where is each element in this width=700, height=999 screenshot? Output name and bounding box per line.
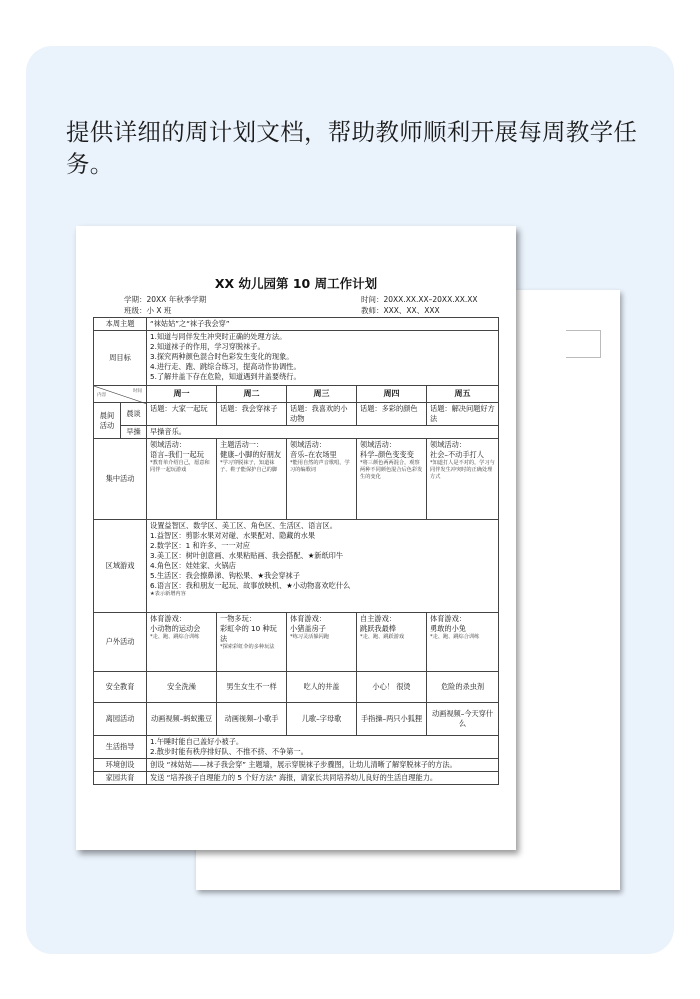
safety-cell: 危险的杀虫剂: [427, 672, 499, 703]
morning-talk-row: [94, 403, 499, 426]
talk-cell: 话题：大家一起玩: [147, 403, 217, 426]
life-item: 2.散步时能有秩序排好队、不推不挤、不争第一。: [150, 747, 308, 756]
leave-cell: 动画视频–小歌手: [217, 703, 287, 736]
home-row: [94, 772, 499, 785]
goals-label: 周目标: [94, 331, 147, 386]
focus-cell: 领域活动： 科学–颜色变变变 *将三颜色两两混合，观察两种不同颜色混合后色彩发生的变化: [357, 439, 427, 520]
goals-row: [94, 331, 499, 386]
leave-row: [94, 703, 499, 736]
area-list: [147, 520, 499, 613]
talk-label: 晨谈: [121, 403, 147, 426]
area-item: 2.数学区：1 和许多、一一对应: [150, 541, 250, 550]
life-label: 生活指导: [94, 736, 147, 759]
focus-label: 集中活动: [94, 439, 147, 520]
env-value: 创设 “袜姑姑——袜子我会穿” 主题墙，展示穿脱袜子步骤图，让幼儿清晰了解穿脱袜子的方法。: [147, 759, 499, 772]
document-title: XX 幼儿园第 10 周工作计划: [214, 276, 378, 291]
time-text: 时间：20XX.XX.XX–20XX.XX.XX: [361, 295, 478, 304]
morning-label: 晨间活动: [94, 403, 121, 439]
focus-cell: 领域活动： 社会–不动手打人 *知道打人是不对的，学习与同伴发生冲突时的正确处理方式: [427, 439, 499, 520]
area-item: 3.美工区：树叶创意画、水果粘贴画、我会搭配、★新纸印牛: [150, 551, 344, 560]
day-friday: 周五: [427, 386, 499, 403]
life-row: [94, 736, 499, 759]
leave-label: 离园活动: [94, 703, 147, 736]
outdoor-cell: 体育游戏： 小猪盖房子 *练习灵活躲闪跑: [287, 613, 357, 672]
outdoor-cell: 体育游戏： 勇敢的小兔 *走、跑、跳综合训练: [427, 613, 499, 672]
weekly-plan-table: [93, 317, 499, 785]
day-monday: 周一: [147, 386, 217, 403]
leave-cell: 儿歌–字母歌: [287, 703, 357, 736]
header-content-label: 内容: [97, 393, 107, 398]
env-row: [94, 759, 499, 772]
day-wednesday: 周三: [287, 386, 357, 403]
talk-cell: 话题：我喜欢的小动物: [287, 403, 357, 426]
focus-cell: 领域活动： 语言–我们一起玩 *教育单介绍自己，愿意和同伴一起玩游戏: [147, 439, 217, 520]
day-thursday: 周四: [357, 386, 427, 403]
weekly-plan-document: [76, 226, 516, 850]
focus-cell: 领域活动： 音乐–在农场里 *能用自然的声音歌唱，学习的编歌词: [287, 439, 357, 520]
focus-cell: 主题活动一： 健康–小脚的好朋友 *学习穿脱袜子，知道袜子、鞋子能保护自己的脚: [217, 439, 287, 520]
area-item: 6.语言区：我和朋友一起玩、故事放映机、★小动物喜欢吃什么: [150, 581, 351, 590]
exercise-label: 早操: [121, 426, 147, 439]
safety-label: 安全教育: [94, 672, 147, 703]
goal-item: 1.知道与同伴发生冲突时正确的处理方法。: [150, 332, 287, 341]
theme-label: 本周主题: [94, 318, 147, 331]
header-diagonal-cell: [94, 386, 147, 403]
goal-item: 3.探究两种颜色混合时色彩发生变化的现象。: [150, 352, 294, 361]
leave-cell: 动画视频–蚂蚁搬豆: [147, 703, 217, 736]
leave-cell: 动画视频–今天穿什么: [427, 703, 499, 736]
area-item: 设置益智区、数学区、美工区、角色区、生活区、语言区。: [150, 521, 337, 530]
safety-cell: 吃人的井盖: [287, 672, 357, 703]
goal-item: 2.知道袜子的作用，学习穿脱袜子。: [150, 342, 265, 351]
exercise-row: [94, 426, 499, 439]
exercise-value: 早操音乐。: [147, 426, 499, 439]
semester-text: 学期：20XX 年秋季学期: [124, 295, 207, 304]
goals-list: [147, 331, 499, 386]
goal-item: 4.进行走、跑、跳综合练习，提高动作协调性。: [150, 362, 301, 371]
safety-cell: 安全洗澡: [147, 672, 217, 703]
area-note: ★表示新增内容: [150, 591, 186, 597]
talk-cell: 话题：解决问题好方法: [427, 403, 499, 426]
area-label: 区域游戏: [94, 520, 147, 613]
focus-row: [94, 439, 499, 520]
safety-cell: 小心！ 很烫: [357, 672, 427, 703]
env-label: 环境创设: [94, 759, 147, 772]
home-value: 发送 “培养孩子自理能力的 5 个好方法” 海报，请家长共同培养幼儿良好的生活自理能力。: [147, 772, 499, 785]
teachers-text: 教师：XXX、XX、XXX: [361, 306, 440, 315]
header-time-label: 时间: [132, 389, 143, 394]
theme-row: [94, 318, 499, 331]
area-row: [94, 520, 499, 613]
talk-cell: 话题：我会穿袜子: [217, 403, 287, 426]
safety-row: [94, 672, 499, 703]
goal-item: 5.了解井盖下存在危险，知道遇到井盖要绕行。: [150, 372, 301, 381]
class-text: 班级：小 X 班: [124, 306, 172, 315]
outdoor-row: [94, 613, 499, 672]
leave-cell: 手指操–两只小狐狸: [357, 703, 427, 736]
home-label: 家园共育: [94, 772, 147, 785]
safety-cell: 男生女生不一样: [217, 672, 287, 703]
area-item: 1.益智区：剪影水果对对碰、水果配对、隐藏的水果: [150, 531, 316, 540]
area-item: 4.角色区：娃娃家、火锅店: [150, 561, 236, 570]
page-headline: 提供详细的周计划文档，帮助教师顺利开展每周教学任务。: [66, 118, 638, 178]
talk-cell: 话题：多彩的颜色: [357, 403, 427, 426]
day-header-row: [94, 386, 499, 403]
life-item: 1.午睡时能自己盖好小被子。: [150, 737, 244, 746]
day-tuesday: 周二: [217, 386, 287, 403]
life-list: [147, 736, 499, 759]
outdoor-label: 户外活动: [94, 613, 147, 672]
theme-value: “袜姑姑”之“袜子我会穿”: [147, 318, 499, 331]
area-item: 5.生活区：我会擦鼻涕、钩松果、★我会穿袜子: [150, 571, 300, 580]
outdoor-cell: 一物多玩： 彩虹伞的 10 种玩法 *探索彩虹伞的多种玩法: [217, 613, 287, 672]
outdoor-cell: 体育游戏： 小动物的运动会 *走、跑、跳综合训练: [147, 613, 217, 672]
outdoor-cell: 自主游戏： 跳跃我最棒 *走、跑、跳跃游戏: [357, 613, 427, 672]
